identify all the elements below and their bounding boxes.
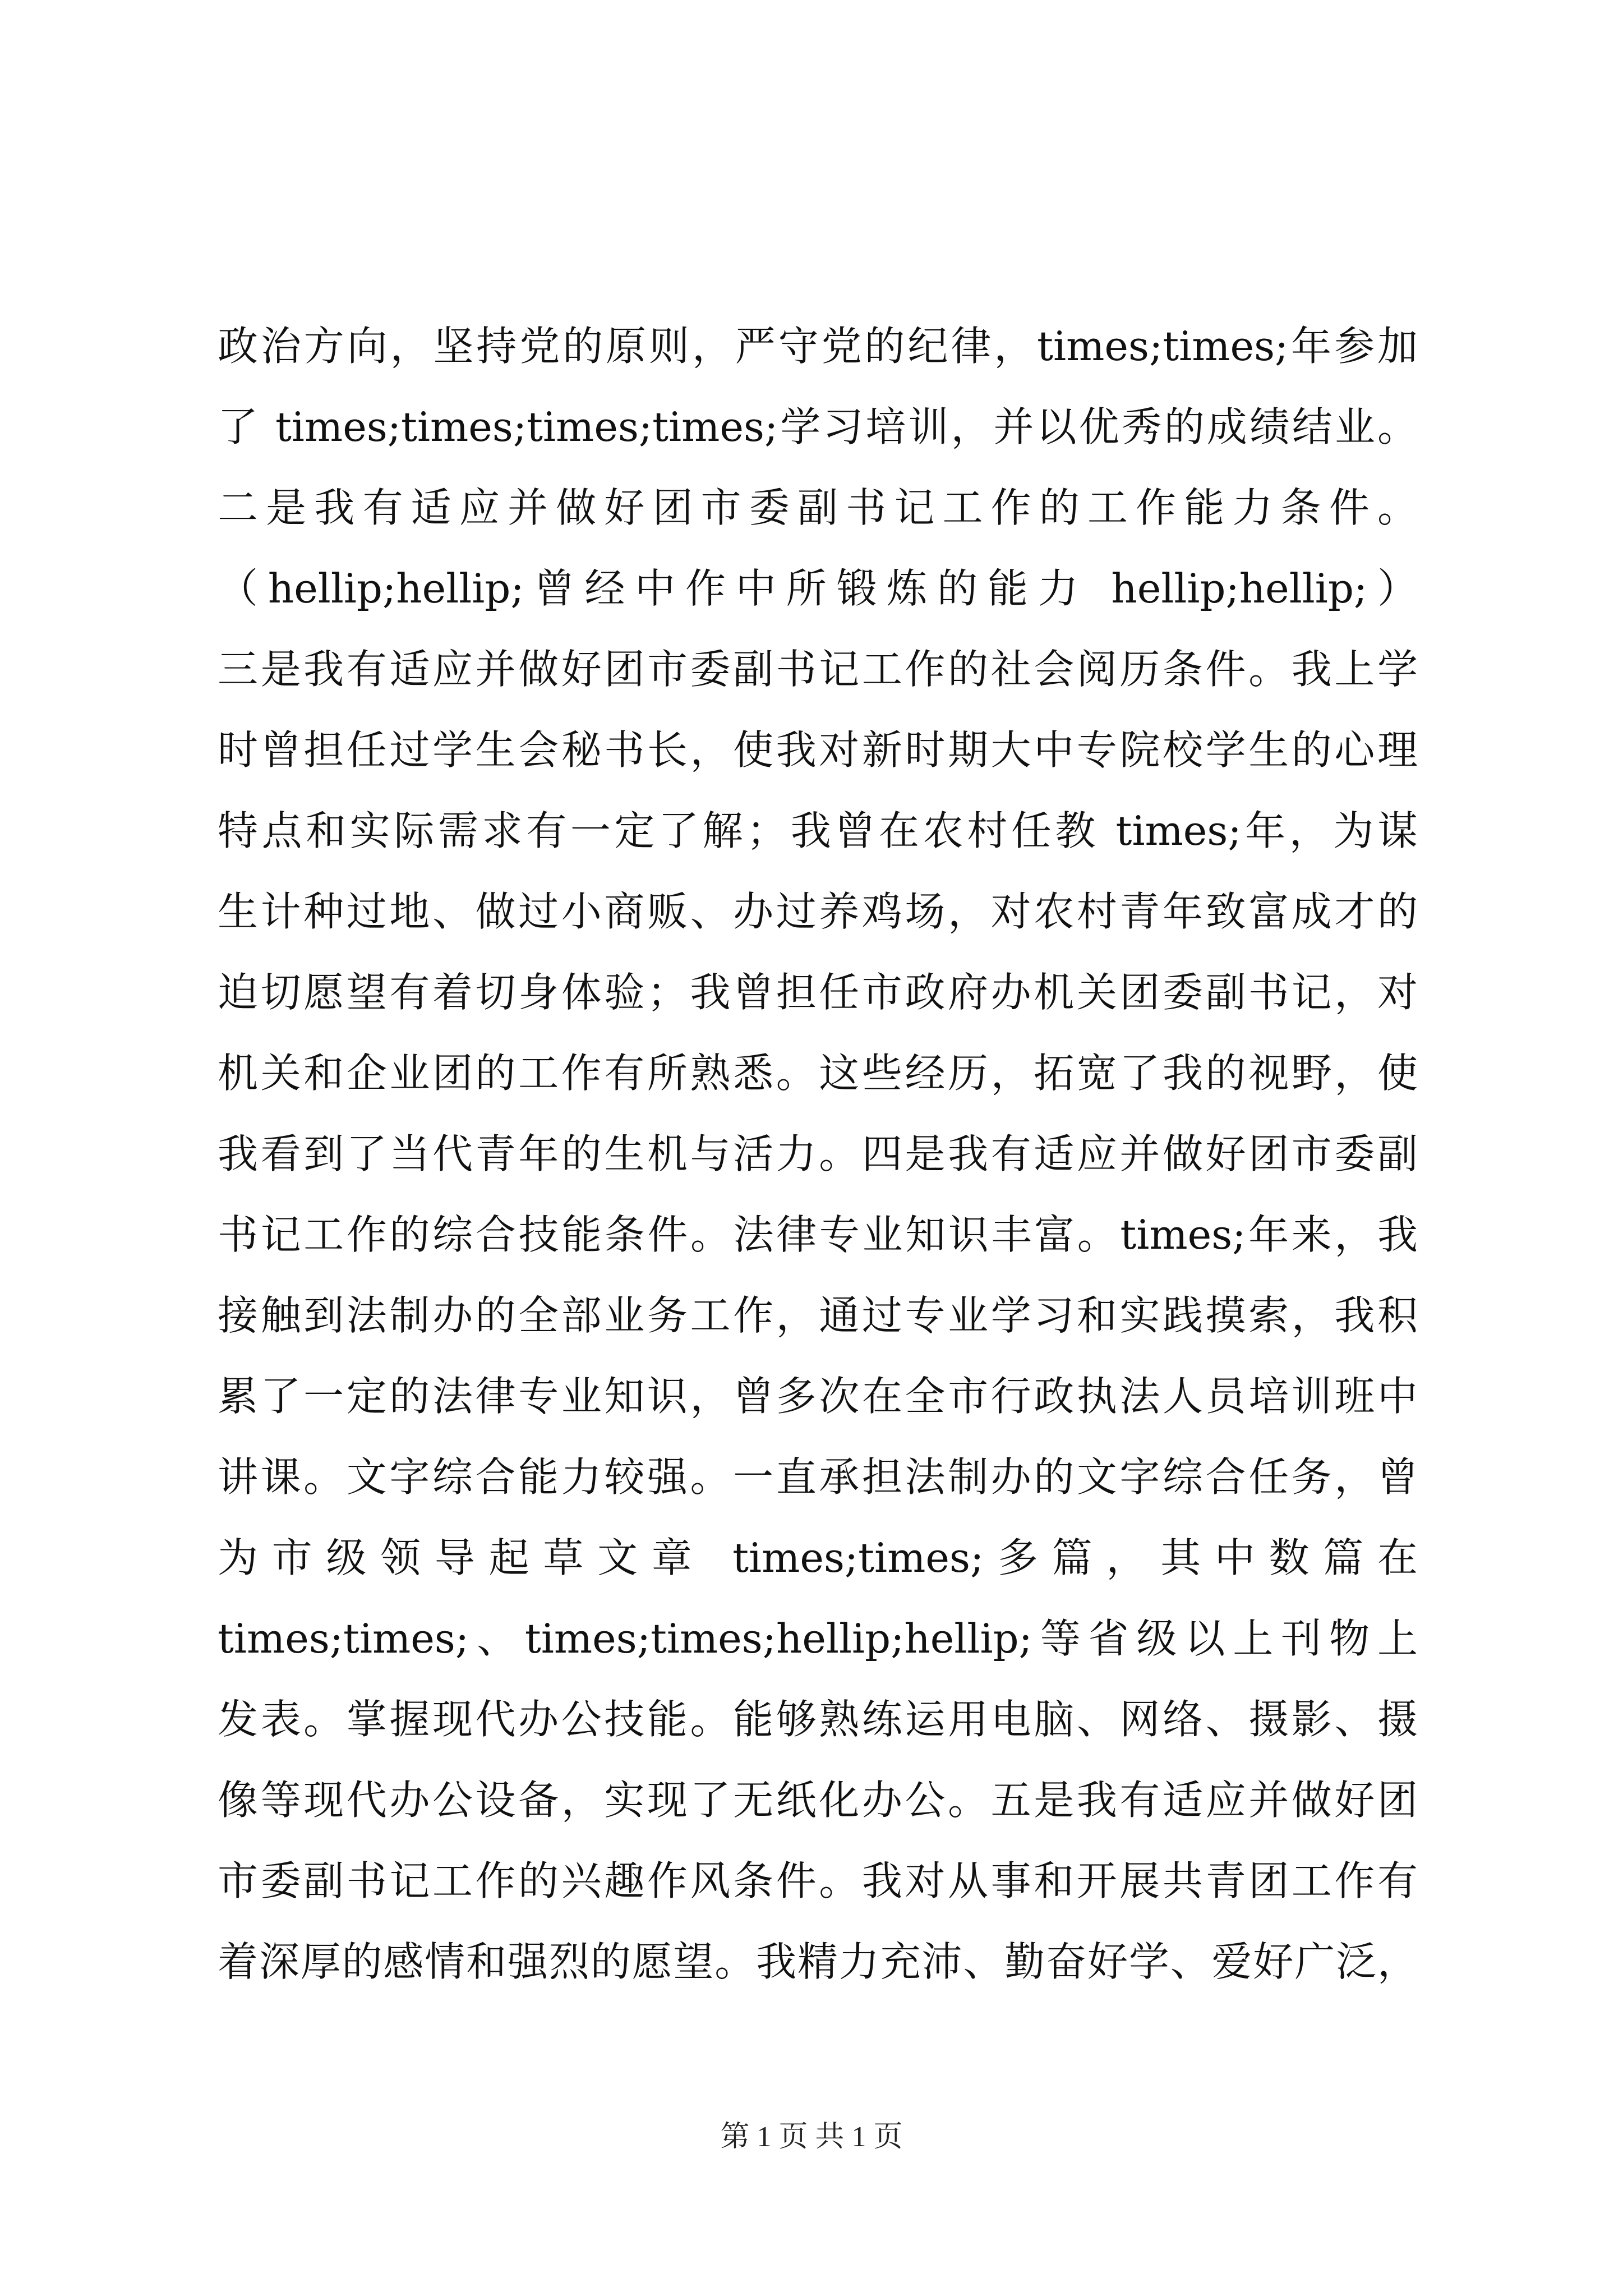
text-line: 机关和企业团的工作有所熟悉。这些经历，拓宽了我的视野，使 <box>218 1050 1418 1097</box>
text-line: 时曾担任过学生会秘书长，使我对新时期大中专院校学生的心理 <box>218 726 1418 774</box>
text-line: 接触到法制办的全部业务工作，通过专业学习和实践摸索，我积 <box>218 1292 1418 1339</box>
text-line: 政治方向，坚持党的原则，严守党的纪律，times;times;年参加 <box>218 323 1418 370</box>
page-footer: 第 1 页 共 1 页 <box>720 2121 903 2153</box>
text-line: 生计种过地、做过小商贩、办过养鸡场，对农村青年致富成才的 <box>218 888 1418 935</box>
text-line: 讲课。文字综合能力较强。一直承担法制办的文字综合任务，曾 <box>218 1453 1418 1501</box>
text-line: 市委副书记工作的兴趣作风条件。我对从事和开展共青团工作有 <box>218 1857 1418 1904</box>
text-line: （hellip;hellip;曾经中作中所锻炼的能力 hellip;hellip;） <box>218 565 1418 612</box>
text-line: 发表。掌握现代办公技能。能够熟练运用电脑、网络、摄影、摄 <box>218 1696 1418 1743</box>
text-line: 为市级领导起草文章 times;times;多篇，其中数篇在 <box>218 1534 1418 1581</box>
text-line: 三是我有适应并做好团市委副书记工作的社会阅历条件。我上学 <box>218 646 1418 693</box>
text-line: 迫切愿望有着切身体验；我曾担任市政府办机关团委副书记，对 <box>218 969 1418 1016</box>
text-line: 着深厚的感情和强烈的愿望。我精力充沛、勤奋好学、爱好广泛， <box>218 1938 1418 1985</box>
text-line: 累了一定的法律专业知识，曾多次在全市行政执法人员培训班中 <box>218 1373 1418 1420</box>
body-text <box>218 306 1418 2002</box>
text-line: 我看到了当代青年的生机与活力。四是我有适应并做好团市委副 <box>218 1130 1418 1177</box>
text-line: times;times;、times;times;hellip;hellip;等省级以上刊物上 <box>218 1615 1418 1662</box>
text-line: 书记工作的综合技能条件。法律专业知识丰富。times;年来，我 <box>218 1211 1418 1258</box>
text-line: 了 times;times;times;times;学习培训，并以优秀的成绩结业。 <box>218 403 1418 450</box>
text-line: 二是我有适应并做好团市委副书记工作的工作能力条件。 <box>218 484 1418 531</box>
text-line: 特点和实际需求有一定了解；我曾在农村任教 times;年，为谋 <box>218 807 1418 854</box>
text-line: 像等现代办公设备，实现了无纸化办公。五是我有适应并做好团 <box>218 1777 1418 1824</box>
